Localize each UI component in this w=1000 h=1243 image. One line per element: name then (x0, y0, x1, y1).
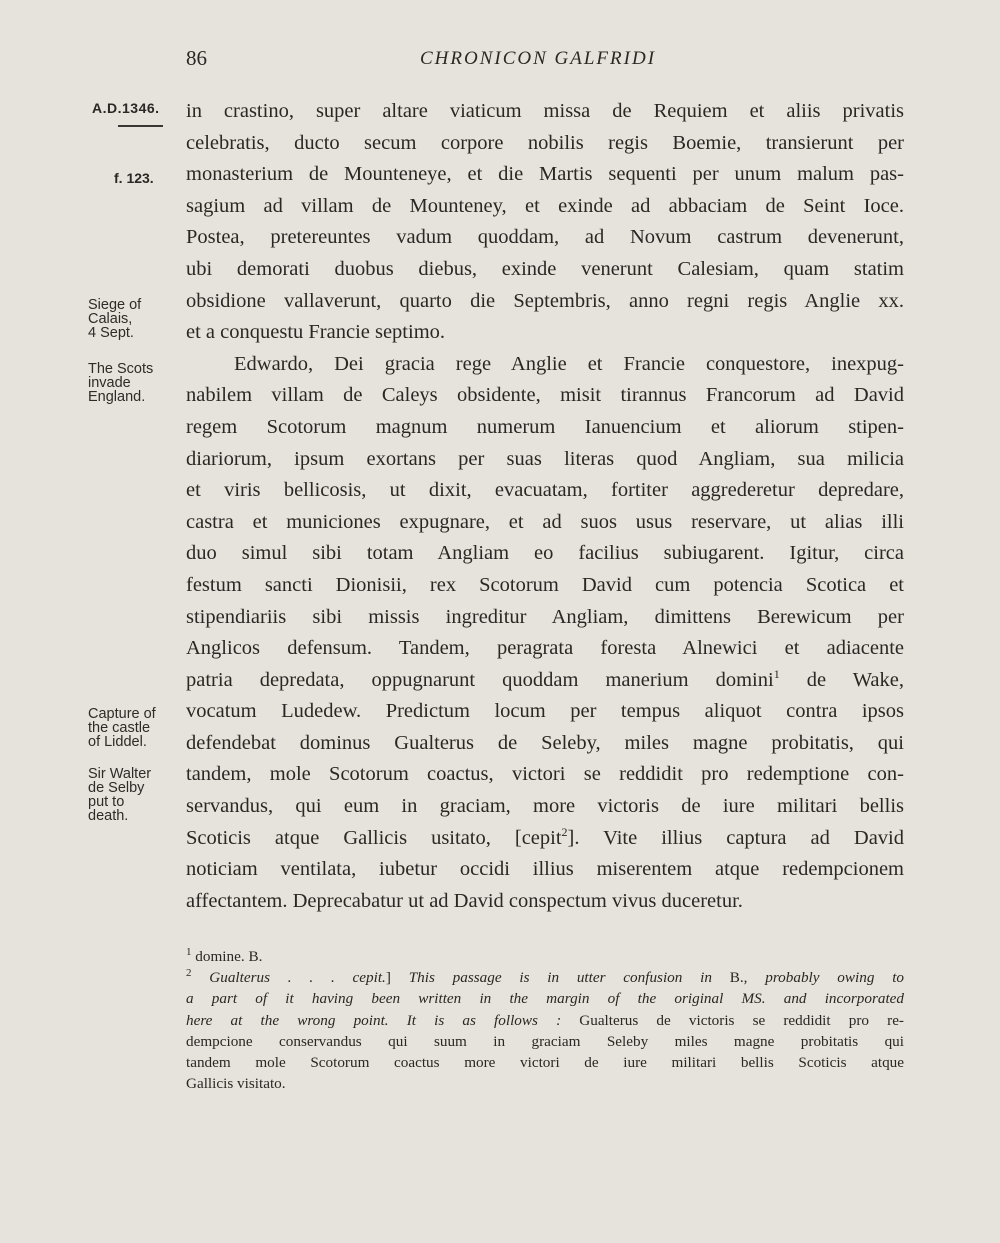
footnote-comment: This passage is in utter confusion in (408, 969, 712, 987)
text-line: in crastino, super altare viaticum missa de Requiem et aliis privatis (186, 100, 904, 122)
text-line: Anglicos defensum. Tandem, peragrata foresta Alnewici et adiacente (186, 637, 904, 660)
footnote-line: Gallicis visitato. (186, 1075, 286, 1093)
footnote-lemma: Gualterus . . . cepit. (209, 969, 386, 987)
footnote-text: domine. B. (195, 948, 263, 965)
text-line: regem Scotorum magnum numerum Ianuencium et aliorum stipen- (186, 415, 904, 438)
text-line: servandus, qui eum in graciam, more victoris de iure militari bellis (186, 795, 904, 818)
text-line: nabilem villam de Caleys obsidente, misit tirannus Francorum ad David (186, 384, 904, 407)
footnote-comment: probably owing to (765, 969, 904, 987)
text-line: monasterium de Mounteneye, et die Martis sequenti per unum malum pas- (186, 163, 904, 186)
text-line: Edwardo, Dei gracia rege Anglie et Francie conquestore, inexpug- (234, 352, 904, 375)
side-note-line: invade (88, 375, 131, 391)
side-note-line: put to (88, 794, 125, 810)
footnote-line (186, 1010, 904, 1031)
text-line: et a conquestu Francie septimo. (186, 321, 446, 344)
footnote-bracket: ] (385, 969, 409, 987)
text-segment: patria depredata, oppugnarunt quoddam manerium domini (186, 668, 774, 691)
footnote-line: dempcione conservandus qui suum in graciam Seleby miles magne probitatis qui (186, 1032, 904, 1050)
footnote-text: B., (711, 969, 766, 987)
text-line: Postea, pretereuntes vadum quoddam, ad Novum castrum devenerunt, (186, 226, 904, 249)
text-line: festum sancti Dionisii, rex Scotorum David cum potencia Scotica et (186, 573, 904, 596)
text-line: tandem, mole Scotorum coactus, victori se reddidit pro redemptione con- (186, 763, 904, 786)
running-title: CHRONICON GALFRIDI (420, 48, 657, 69)
side-note-scots-invade (88, 362, 180, 404)
text-segment: Scoticis atque Gallicis usitato, [cepit (186, 826, 562, 849)
side-note-line: of Liddel. (88, 734, 147, 750)
side-note-line: England. (88, 389, 146, 405)
footnote-text: Gualterus de victoris se reddidit pro re- (561, 1011, 904, 1029)
footnote-comment: here at the wrong point. It is as follows : (186, 1011, 562, 1029)
text-line-with-note-ref (186, 665, 904, 697)
footnote-2 (186, 967, 904, 988)
text-line: defendebat dominus Gualterus de Seleby, miles magne probitatis, qui (186, 731, 904, 754)
text-segment: ]. Vite illius captura ad David (567, 826, 904, 849)
text-line: affectantem. Deprecabatur ut ad David conspectum vivus duceretur. (186, 889, 743, 912)
text-line: celebratis, ducto secum corpore nobilis regis Boemie, transierunt per (186, 131, 904, 154)
text-line: sagium ad villam de Mounteney, et exinde ad abbaciam de Seint Ioce. (186, 194, 904, 217)
text-line: castra et municiones expugnare, et ad suos usus reservare, ut alias illi (186, 510, 904, 533)
footnote-mark: 2 (186, 967, 192, 980)
text-line: ubi demorati duobus diebus, exinde venerunt Calesiam, quam statim (186, 257, 904, 280)
footnote-line: a part of it having been written in the margin of the original MS. and incorporated (186, 990, 904, 1008)
text-line: stipendiariis sibi missis ingreditur Angliam, dimittens Berewicum per (186, 605, 904, 628)
text-line: obsidione vallaverunt, quarto die Septembris, anno regni regis Anglie xx. (186, 289, 904, 312)
side-note-capture-of-liddel (88, 707, 180, 749)
side-note-line: Calais, (88, 311, 133, 327)
text-line: et viris bellicosis, ut dixit, evacuatam, fortiter aggrederetur depredare, (186, 479, 904, 502)
footnote-mark: 1 (186, 946, 192, 958)
margin-year: A.D.1346. (92, 100, 160, 116)
text-line: duo simul sibi totam Angliam eo facilius subiugarent. Igitur, circa (186, 542, 904, 565)
footnote-ref: 2 (561, 824, 568, 839)
side-note-line: Capture of (88, 706, 156, 722)
text-line: vocatum Ludedew. Predictum locum per tempus aliquot contra ipsos (186, 700, 904, 723)
footnote-1 (186, 946, 904, 967)
text-line: diariorum, ipsum exortans per suas literas quod Angliam, sua milicia (186, 447, 904, 470)
main-text (186, 96, 904, 917)
text-segment: de Wake, (779, 668, 904, 691)
text-line-with-note-ref (186, 823, 904, 855)
side-note-line: death. (88, 808, 129, 824)
side-note-line: 4 Sept. (88, 325, 134, 341)
footnote-line: tandem mole Scotorum coactus more victori de iure militari bellis Scoticis atque (186, 1053, 904, 1071)
margin-year-rule (118, 125, 163, 127)
footnote-ref: 1 (773, 666, 780, 681)
side-note-siege-of-calais (88, 298, 180, 340)
side-note-line: the castle (88, 720, 151, 736)
side-note-walter-de-selby (88, 767, 180, 823)
side-note-line: Sir Walter (88, 766, 152, 782)
side-note-line: Siege of (88, 297, 142, 313)
footnotes (186, 946, 904, 1094)
text-line: noticiam ventilata, iubetur occidi illius miserentem atque redempcionem (186, 858, 904, 881)
margin-folio: f. 123. (114, 170, 154, 186)
side-note-line: de Selby (88, 780, 145, 796)
side-note-line: The Scots (88, 361, 154, 377)
page-number: 86 (186, 46, 207, 70)
running-head (0, 46, 1000, 76)
